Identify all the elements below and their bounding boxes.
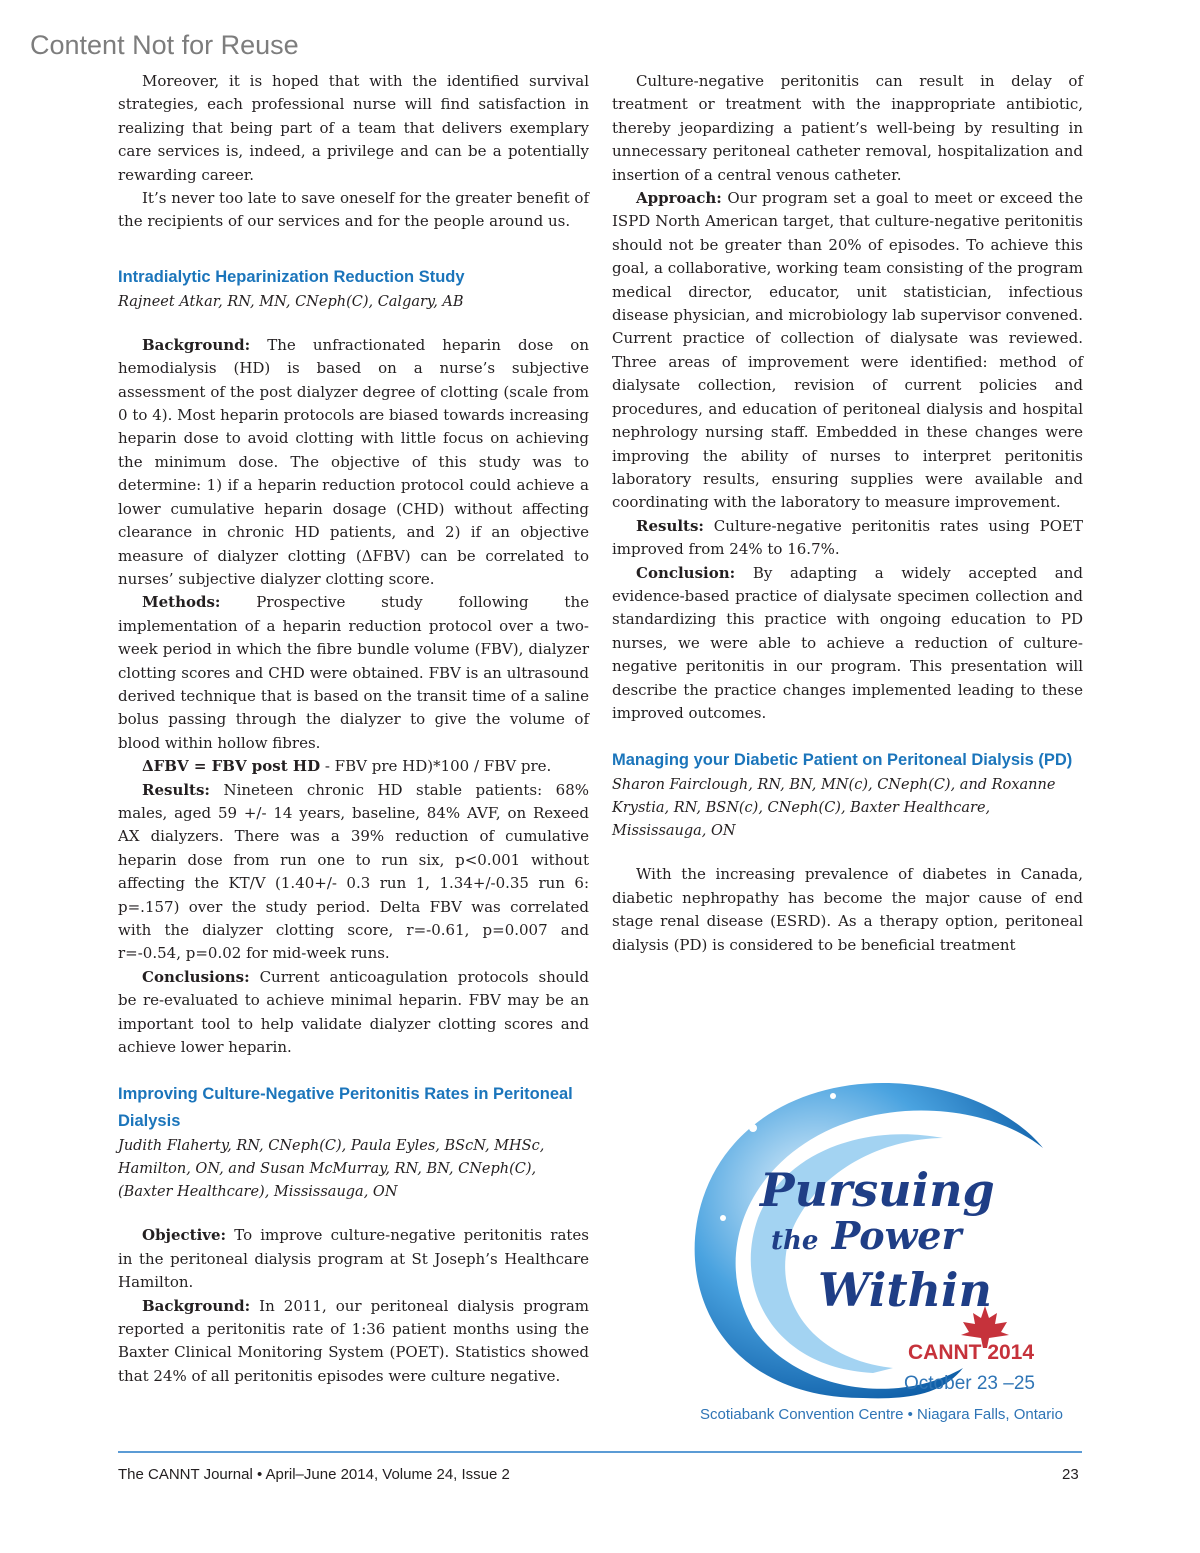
footer-rule (118, 1451, 1082, 1453)
section-text: The unfractionated heparin dose on hemodialysis (HD) is based on a nurse’s subjective assessment of the post dialyzer degree of clotting (scale from 0 to 4). Most heparin protocols are biased towards increasing heparin dose to avoid clotting with little focus on achieving the minimum dose. The objective of this study was to determine: 1) if a heparin reduction protocol could achieve a lower cumulative heparin dosage (CHD) without affecting clearance in chronic HD patients, and 2) if an objective measure of dialyzer clotting (ΔFBV) can be correlated to nurses’ subjective dialyzer clotting score. (118, 335, 589, 588)
section-text: Nineteen chronic HD stable patients: 68% males, aged 59 +/- 14 years, baseline, 84% AVF, on Rexeed AX dialyzers. There was a 39% reduction of cumulative heparin dose from run one to run six, p<0.001 without affecting the KT/V (1.40+/- 0.3 run 1, 1.34+/-0.35 run 6: p=.157) over the study period. Delta FBV was correlated with the dialyzer clotting score, r=-0.61, p=0.007 and r=-0.54, p=0.02 for mid-week runs. (118, 780, 589, 963)
promo-script-line: the Power (771, 1213, 962, 1258)
paragraph: With the increasing prevalence of diabetes in Canada, diabetic nephropathy has become the major cause of end stage renal disease (ESRD). As a therapy option, peritoneal dialysis (PD) is considered to be beneficial treatment (612, 865, 1083, 954)
section-label: Objective: (142, 1226, 227, 1245)
conference-venue: Scotiabank Convention Centre • Niagara Falls, Ontario (700, 1406, 1063, 1423)
paragraph: Moreover, it is hoped that with the identified survival strategies, each professional nurse will find satisfaction in realizing that being part of a team that delivers exemplary care services is, indeed, a privilege and can be a potentially rewarding career. (118, 72, 589, 184)
section-label: Background: (142, 335, 251, 354)
formula-text: - FBV pre HD)*100 / FBV pre. (320, 757, 552, 776)
conference-brand: CANNT 2014 (908, 1341, 1035, 1364)
section-label: Conclusion: (636, 563, 736, 582)
paragraph: Culture-negative peritonitis can result in delay of treatment or treatment with the inappropriate antibiotic, thereby jeopardizing a patient’s well-being by resulting in unnecessary peritoneal catheter removal, hospitalization and insertion of a central venous catheter. (612, 72, 1083, 184)
paragraph: It’s never too late to save oneself for the greater benefit of the recipients of our services and for the people around us. (118, 189, 589, 231)
section-label: Conclusions: (142, 967, 250, 986)
conclusion-paragraph (612, 562, 1083, 726)
promo-script-line: Within (818, 1263, 992, 1317)
conference-dates: October 23 –25 (904, 1373, 1035, 1394)
objective-paragraph (118, 1224, 589, 1294)
section-text: Current anticoagulation protocols should be re-evaluated to achieve minimal heparin. FBV may be an important tool to help validate dialyzer clotting scores and achieve lower heparin. (118, 967, 589, 1057)
section-text: By adapting a widely accepted and evidence-based practice of dialysate specimen collection and standardizing this practice with ongoing education to PD nurses, we were able to achieve a reduction of culture-negative peritonitis in our program. This presentation will describe the practice changes implemented leading to these improved outcomes. (612, 563, 1083, 722)
sparkle (720, 1215, 726, 1221)
conference-promo (663, 1068, 1093, 1438)
formula-label: ΔFBV = FBV post HD (142, 757, 321, 776)
section-label: Background: (142, 1296, 251, 1315)
section-text: Our program set a goal to meet or exceed the ISPD North American target, that culture-negative peritonitis should not be greater than 20% of episodes. To achieve this goal, a collaborative, working team consisting of the program medical director, educator, unit statistician, infectious disease physician, and microbiology lab supervisor convened. Current practice of collection of dialysate was reviewed. Three areas of improvement were identified: method of dialysate collection, revision of current policies and procedures, and education of peritoneal dialysis and hospital nephrology nursing staff. Embedded in these changes were improving the ability of nurses to interpret peritonitis laboratory results, ensuring supplies were available and coordinating with the laboratory to measure improvement. (612, 189, 1083, 512)
journal-footer: The CANNT Journal • April–June 2014, Volume 24, Issue 2 (118, 1466, 510, 1483)
section-label: Results: (142, 780, 210, 799)
section-label: Methods: (142, 593, 221, 612)
article-title: Managing your Diabetic Patient on Peritoneal Dialysis (PD) (612, 751, 1073, 770)
left-column (118, 70, 589, 1388)
approach-paragraph (612, 187, 1083, 515)
results-paragraph (612, 515, 1083, 562)
article-authors: Rajneet Atkar, RN, MN, CNeph(C), Calgary, AB (118, 293, 464, 310)
conclusions-paragraph (118, 966, 589, 1060)
background-paragraph (118, 334, 589, 591)
results-paragraph (118, 779, 589, 966)
section-text: To improve culture-negative peritonitis rates in the peritoneal dialysis program at St Joseph’s Healthcare Hamilton. (118, 1226, 589, 1292)
promo-script-line: Pursuing (760, 1163, 995, 1217)
section-label: Approach: (636, 189, 722, 208)
section-text: In 2011, our peritoneal dialysis program reported a peritonitis rate of 1:36 patient months using the Baxter Clinical Monitoring System (POET). Statistics showed that 24% of all peritonitis episodes were culture negative. (118, 1296, 589, 1385)
formula-paragraph (118, 755, 589, 778)
page-number: 23 (1062, 1466, 1079, 1483)
section-label: Results: (636, 516, 704, 535)
right-column (612, 70, 1083, 957)
article-authors: Judith Flaherty, RN, CNeph(C), Paula Eyles, BScN, MHSc, Hamilton, ON, and Susan McMurray, RN, BN, CNeph(C), (Baxter Healthcare), Mississauga, ON (118, 1138, 545, 1201)
watermark: Content Not for Reuse (30, 30, 299, 60)
article-authors: Sharon Fairclough, RN, BN, MN(c), CNeph(C), and Roxanne Krystia, RN, BSN(c), CNeph(C), Baxter Healthcare, Mississauga, ON (612, 777, 1056, 840)
article-title: Intradialytic Heparinization Reduction Study (118, 267, 465, 286)
article-title: Improving Culture-Negative Peritonitis Rates in Peritoneal Dialysis (118, 1085, 573, 1131)
sparkle (749, 1124, 757, 1132)
section-text: Prospective study following the implementation of a heparin reduction protocol over a two-week period in which the fibre bundle volume (FBV), dialyzer clotting scores and CHD were obtained. FBV is an ultrasound derived technique that is based on the transit time of a saline bolus passing through the dialyzer to give the volume of blood within hollow fibres. (118, 593, 589, 752)
background-paragraph (118, 1295, 589, 1389)
methods-paragraph (118, 591, 589, 755)
section-text: Culture-negative peritonitis rates using POET improved from 24% to 16.7%. (612, 516, 1083, 559)
sparkle (830, 1093, 836, 1099)
